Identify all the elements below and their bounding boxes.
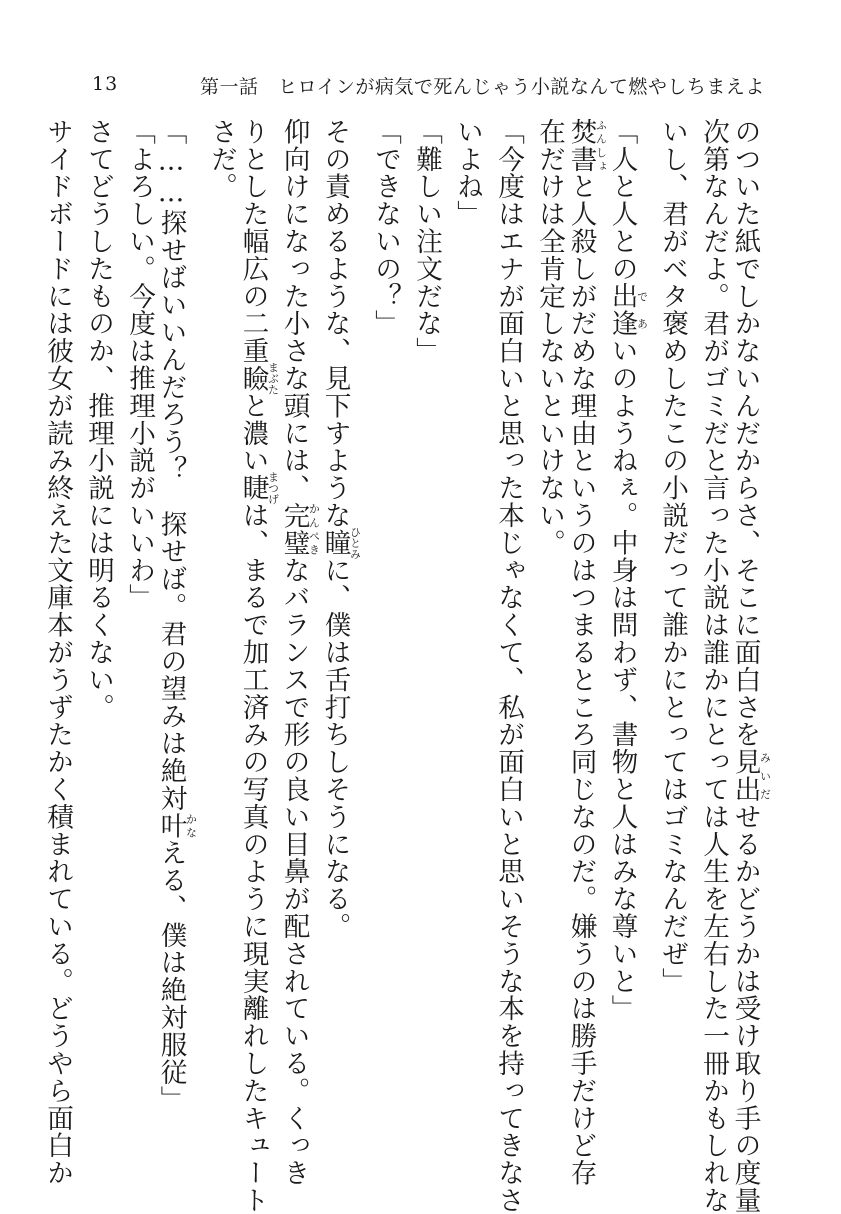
text-column: さだ。 (206, 118, 237, 201)
ruby-annotation: 瞼まぶた (237, 361, 280, 395)
text-column: 「……探せばいいんだろう？ 探せば。君の望みは絶対叶かなえる、僕は絶対服従」 (155, 118, 198, 1114)
text-column: 「今度はエナが面白いと思った本じゃなくて、私が面白いと思いそうな本を持ってきなさ (493, 118, 524, 1214)
text-column: 在だけは全肯定しないといけない。 (534, 118, 565, 557)
text-column: さてどうしたものか、推理小説には明るくない。 (83, 118, 114, 721)
text-column: その責めるような、見下すような瞳ひとみに、僕は舌打ちしそうになる。 (319, 118, 362, 941)
text-column: 「人と人との出逢であいのようねぇ。中身は問わず、書物と人はみな尊いと」 (606, 118, 649, 1023)
text-column: 「よろしい。今度は推理小説がいいわ」 (124, 118, 155, 612)
ruby-annotation: 睫まつげ (237, 471, 280, 505)
ruby-annotation: 出逢であ (606, 282, 649, 338)
text-column: いし、君がベタ褒めしたこの小説だって誰かにとってはゴミなんだぜ」 (657, 118, 688, 995)
text-column: のついた紙でしかないんだからさ、そこに面白さを見出みいだせるかどうかは受け取り手の度量 (729, 118, 772, 1214)
vertical-text-body (0, 118, 841, 1214)
ruby-annotation: 瞳ひとみ (319, 526, 362, 560)
running-title: 第一話 ヒロインが病気で死んじゃう小説なんて燃やしちまえよ (200, 76, 765, 98)
text-column: いよね」 (452, 118, 483, 228)
ruby-annotation: 完璧かんぺき (278, 501, 321, 557)
ruby-annotation: 見出みいだ (729, 748, 772, 804)
text-column: りとした幅広の二重瞼まぶたと濃い睫まつげは、まるで加工済みの写真のように現実離れしたキュート (237, 118, 280, 1214)
ruby-annotation: 焚書ふんしょ (565, 118, 608, 173)
text-column: 仰向けになった小さな頭には、完璧かんぺきなバランスで形の良い目鼻が配されている。くっき (278, 118, 321, 1187)
ruby-annotation: 叶かな (155, 811, 198, 840)
text-column: 焚書ふんしょと人殺しがだめな理由というのはつまるところ同じなのだ。嫌うのは勝手だけど存 (565, 118, 608, 1187)
text-column: 「難しい注文だな」 (411, 118, 442, 365)
text-column: サイドボードには彼女が読み終えた文庫本がうずたかく積まれている。どうやら面白か (42, 118, 73, 1187)
text-column: 次第なんだよ。君がゴミだと言った小説は誰かにとっては人生を左右した一冊かもしれな (698, 118, 729, 1214)
page-number: 13 (92, 73, 119, 95)
text-column: 「できないの？」 (370, 118, 401, 338)
